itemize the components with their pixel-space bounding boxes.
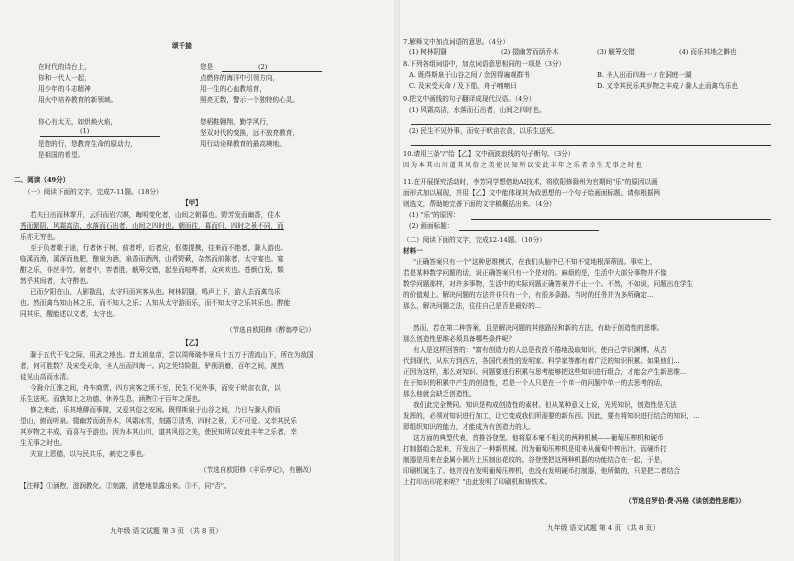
- passage-line: 有人是这样回答的："富有创造力的人总是孜孜不倦地汲取知识，使自己学识渊博。从古: [413, 346, 667, 354]
- passage-line: 即组织知识的能力，才能成为有创造力的人。: [403, 423, 535, 431]
- poem-line: 你心有太无，如烘焕火焰，: [38, 118, 118, 126]
- passage-line: 望山，俯而听泉。掇幽芳而荫乔木，风霜冰雪，刻露②清秀，四时之景，无不可爱。又幸其民乐: [20, 417, 297, 425]
- question-9: 9.把文中画线的句子翻译成现代汉语。（4分）: [403, 95, 536, 103]
- passage-line: 的价值观上。解决问题的方法并非只有一个，有很多条路。当时的任务并为多所确定...: [403, 291, 654, 299]
- passage-line: 乐生送死。而孰知上之功德，休养生息，涵煦①于百年之深也。: [20, 395, 205, 403]
- q7-option: (2) 掇幽芳而荫乔木: [501, 48, 559, 56]
- passage-line: 制器是用来在金属小圆片上压制出花纹的。谷登堡把这两种机器的功能结合在一起，于是，: [403, 456, 667, 464]
- passage-line: 然而，若在第二种答案，且是解决问题的其他路径和新的方法，有助于创造性的思维。: [413, 324, 664, 332]
- passage-line: 印刷机诞生了。他并没有发明葡萄压榨机，也没有发明硬币打制器，他所做的，只是把二者结合: [403, 467, 680, 475]
- passage-line: 正因为这样，那么对知识、问题要进行积累与思考能够把这些知识进行组合，才能会产生新思维...: [403, 368, 687, 376]
- passage-label-jia: 【甲】: [182, 199, 202, 207]
- answer-line[interactable]: [471, 219, 771, 220]
- q7-option: (4) 而乐其地之僻也: [679, 48, 737, 56]
- poem-line: 您稻鞋翱翔，勤学风行，: [200, 118, 273, 126]
- poem-line: 坚双对代的变换，远不放亮教育，: [200, 129, 299, 137]
- poem-line: 用行动诠释教育的最高境地。: [200, 140, 286, 148]
- passage-source: （节选自罗伯·费·冯格《谈创造性思维》）: [625, 497, 745, 505]
- passage-line: 打制器组合起来，开发出了一种新机械。因为葡萄压榨机是用来从葡萄中榨出汁，而硬币打: [403, 445, 667, 453]
- passage-line: 在于知识的积累中产生的创造性，若是一个人只是在一个单一的问题中单一的去思考的话，: [403, 379, 667, 387]
- passage-line: 徒见山高而水清。: [20, 373, 73, 381]
- poem-line: 照亮无数，警示一个独特的心灵。: [200, 96, 299, 104]
- passage-line: 其岁物之丰成，而喜与予游也。因为本其山川，道其风俗之美，使民知所以安此丰年之乐者，幸: [20, 428, 297, 436]
- blank-1-line[interactable]: [40, 136, 160, 137]
- q9-item: (1) 风霜高洁，水落而石出者，山间之四时也。: [409, 106, 546, 114]
- answer-line[interactable]: [411, 145, 771, 146]
- passage-line: 已而夕阳在山，人影散乱，太守归而宾客从也。树林阴翳，鸣声上下，游人去而禽鸟乐: [30, 288, 281, 296]
- passage-line: 那么创造性思维必须具备哪些条件呢？: [403, 335, 516, 343]
- passage-line: 代到现代，从东方到西方，各国代表性的发明家、科学家等都有着广泛的知识积累。如果他们...: [403, 357, 680, 365]
- blank-2-label: (2): [258, 63, 268, 71]
- q9-item: (2) 民生不见外事，而安于畎亩衣食，以乐生送死。: [409, 127, 559, 135]
- passage-source: （节选自欧阳修《醉翁亭记》）: [226, 326, 316, 334]
- passage-line: 发挥的，必须对知识进行加工，让它变成我们所需要的新东西。因此，要有将知识进行结合的知识，...: [403, 412, 700, 420]
- passage-line: 酣之乐，非丝非竹，射者中，弈者胜，觥筹交错，起坐而喧哗者，众宾欢也。苍颜白发，颓: [20, 266, 284, 274]
- passage-line: 滁于五代干戈之际，用武之地也。昔太祖皇帝，尝以周师破李景兵十五万于清流山下，所在为敌国: [30, 351, 314, 359]
- passage-line: 至于负者歌于途，行者休于树，前者呼，后者应，伛偻提携，往来而不绝者，滁人游也。: [30, 244, 288, 252]
- passage-line: 然乎其间者，太守醉也。: [20, 277, 93, 285]
- q8-option[interactable]: A. 既得斯泉于山谷之间 / 余因得遍观群书: [409, 71, 530, 79]
- q8-option[interactable]: C. 及宋受天命 / 及下船，舟子喃喃曰: [409, 82, 517, 90]
- poem-line: 用一生的心血教培育，: [200, 85, 266, 93]
- passage-source: （节选自欧阳修《丰乐亭记》，有删改）: [200, 466, 316, 474]
- q10-sentence[interactable]: 因 为 本 其 山 川 道 其 风 俗 之 美 使 民 知 所 以 安 此 丰 年 之 乐 者 幸 生 无 事 之 时 也: [403, 162, 642, 169]
- q7-option: (3) 觥筹交错: [597, 48, 635, 56]
- q8-option[interactable]: B. 圣人出而四海一 / 在洞庭一湖: [597, 71, 692, 79]
- poem-line: 是您的行，您教育生命的原动力，: [38, 140, 137, 148]
- passage-line: 那么，解决问题之法，往往自己是否是最好的...: [403, 302, 542, 310]
- passage-line: 夫宣上恩德，以与民共乐，刺史之事也。: [30, 450, 149, 458]
- question-10: 10.请用三条"/"给【乙】文中画波浪线的句子断句。（3分）: [403, 150, 575, 158]
- answer-line[interactable]: [459, 230, 599, 231]
- passage-line: 临溪而渔，溪深而鱼肥，酿泉为酒，泉香而酒洌，山肴野蔌，杂然而前陈者，太守宴也。宴: [20, 255, 284, 263]
- q7-option: (1) 树林阴翳: [409, 48, 447, 56]
- poem-line: 你和一代人一起，: [38, 74, 91, 82]
- passage-line: 若是某种数学问题的话，说正确答案只有一个是对的。麻烦的是，生活中大部分事物并不像: [403, 269, 667, 277]
- poem-line: 在时代的诗台上，: [38, 63, 91, 71]
- passage-line: 也。然而禽鸟知山林之乐，而不知人之乐；人知从太守游而乐，而不知太守之乐其乐也。醉能: [20, 299, 291, 307]
- q11-blank-label: (2) 画面标题：: [409, 222, 454, 230]
- poem-line: 用火中培养教育的新领域。: [38, 96, 118, 104]
- right-page: [397, 0, 794, 561]
- blank-1-label: (1): [80, 127, 90, 135]
- question-group-heading: （二）阅读下面的文字，完成12-14题。（10分）: [403, 236, 546, 244]
- passage-line: 若夫日出而林霏开，云归而岩穴暝，晦明变化者，山间之朝暮也。野芳发而幽香，佳木: [30, 211, 281, 219]
- question-11: 面形式加以展现，并用【乙】文中能体现其为政思想的一个句子给画面标题。请你根据两: [403, 189, 661, 197]
- passage-line: 秀而繁阴，风霜高洁，水落而石出者，山间之四时也。朝而往，暮而归，四时之景不同，而: [20, 222, 284, 230]
- answer-line[interactable]: [411, 124, 771, 125]
- passage-line: "正确答案只有一个"这种思维模式，在我们头脑中已不知不觉地根深蒂固。事实上，: [413, 258, 657, 266]
- passage-line: 今滁介江淮之间，舟车商贾、四方宾客之所不至，民生不见外事，而安于畎亩衣食，以: [30, 384, 281, 392]
- page-footer: 九年级 语文试题 第 4 页 （共 8 页）: [547, 524, 660, 532]
- q8-option[interactable]: D. 又幸其民乐其岁物之丰成 / 滁人止而禽鸟乐也: [597, 82, 738, 90]
- q11-blank-label: (1) "乐"的原因：: [409, 211, 460, 219]
- poem-line: 点燃你的海洋中引领方向，: [200, 74, 280, 82]
- poem-line: 您是: [200, 63, 214, 71]
- poem-line: 是祖国的希望。: [38, 151, 85, 159]
- passage-line: 修之来此，乐其地僻而事简，又爱其俗之安闲。既得斯泉于山谷之间，乃日与滁人仰而: [30, 406, 281, 414]
- passage-line: 上打印出印花来呢？"由此发明了印刷机和铸铁术。: [403, 478, 552, 486]
- page-fold-shadow: [394, 0, 400, 561]
- passage-line: 这方面的典型代表，首推谷登堡。他将原本毫不相关的两种机械——葡萄压榨机和硬币: [413, 434, 664, 442]
- annotation-note: 【注释】①涵煦，滋润教化。②刻露，清楚地显露出来。③不，同"否"。: [20, 482, 231, 490]
- poem-title: 颂千揣: [172, 42, 192, 50]
- question-7: 7.解释文中加点词语的意思。（4分）: [403, 38, 510, 46]
- passage-line: 数学问题那样，对许多事物，生活中的实际问题正确答案并不止一个。不然，不如说，问题出在学生: [403, 280, 694, 288]
- passage-line: 生无事之时也。: [20, 439, 67, 447]
- passage-line: 我们此完全赞同。知识是构成创造性的素材。但从某种意义上说，光凭知识，创造性是无法: [413, 401, 677, 409]
- passage-label-yi: 【乙】: [182, 339, 202, 347]
- question-8: 8.下列各组词语中，加点词语意思相同的一项是（3分）: [403, 60, 566, 68]
- passage-line: 那么他就会缺乏创造性。: [403, 390, 476, 398]
- passage-line: 者，何可胜数？及宋受天命，圣人出而四海一。向之凭恃险阻，铲削消磨，百年之间，漠然: [20, 362, 284, 370]
- question-group-heading: （一）阅读下面的文字，完成7-11题。（18分）: [24, 188, 163, 196]
- page-footer: 九年级 语文试题 第 3 页 （共 8 页）: [110, 527, 223, 535]
- blank-2-line[interactable]: [222, 71, 322, 72]
- passage-line: 乐亦无穷也。: [20, 233, 60, 241]
- passage-line: 同其乐，醒能述以文者，太守也。: [20, 310, 119, 318]
- question-11: 则选文，帮助她完善下面的文字稿概括出来。（4分）: [403, 200, 556, 208]
- section-heading: 二、阅读（49分）: [14, 176, 70, 184]
- poem-line: 用少年的斗志精神: [38, 85, 91, 93]
- material-label: 材料一: [403, 247, 423, 255]
- question-11: 11.在开展探究活动时，李芳同学想借助AI技术，将欧阳修滁州为官期间"乐"的原因以画: [403, 178, 658, 186]
